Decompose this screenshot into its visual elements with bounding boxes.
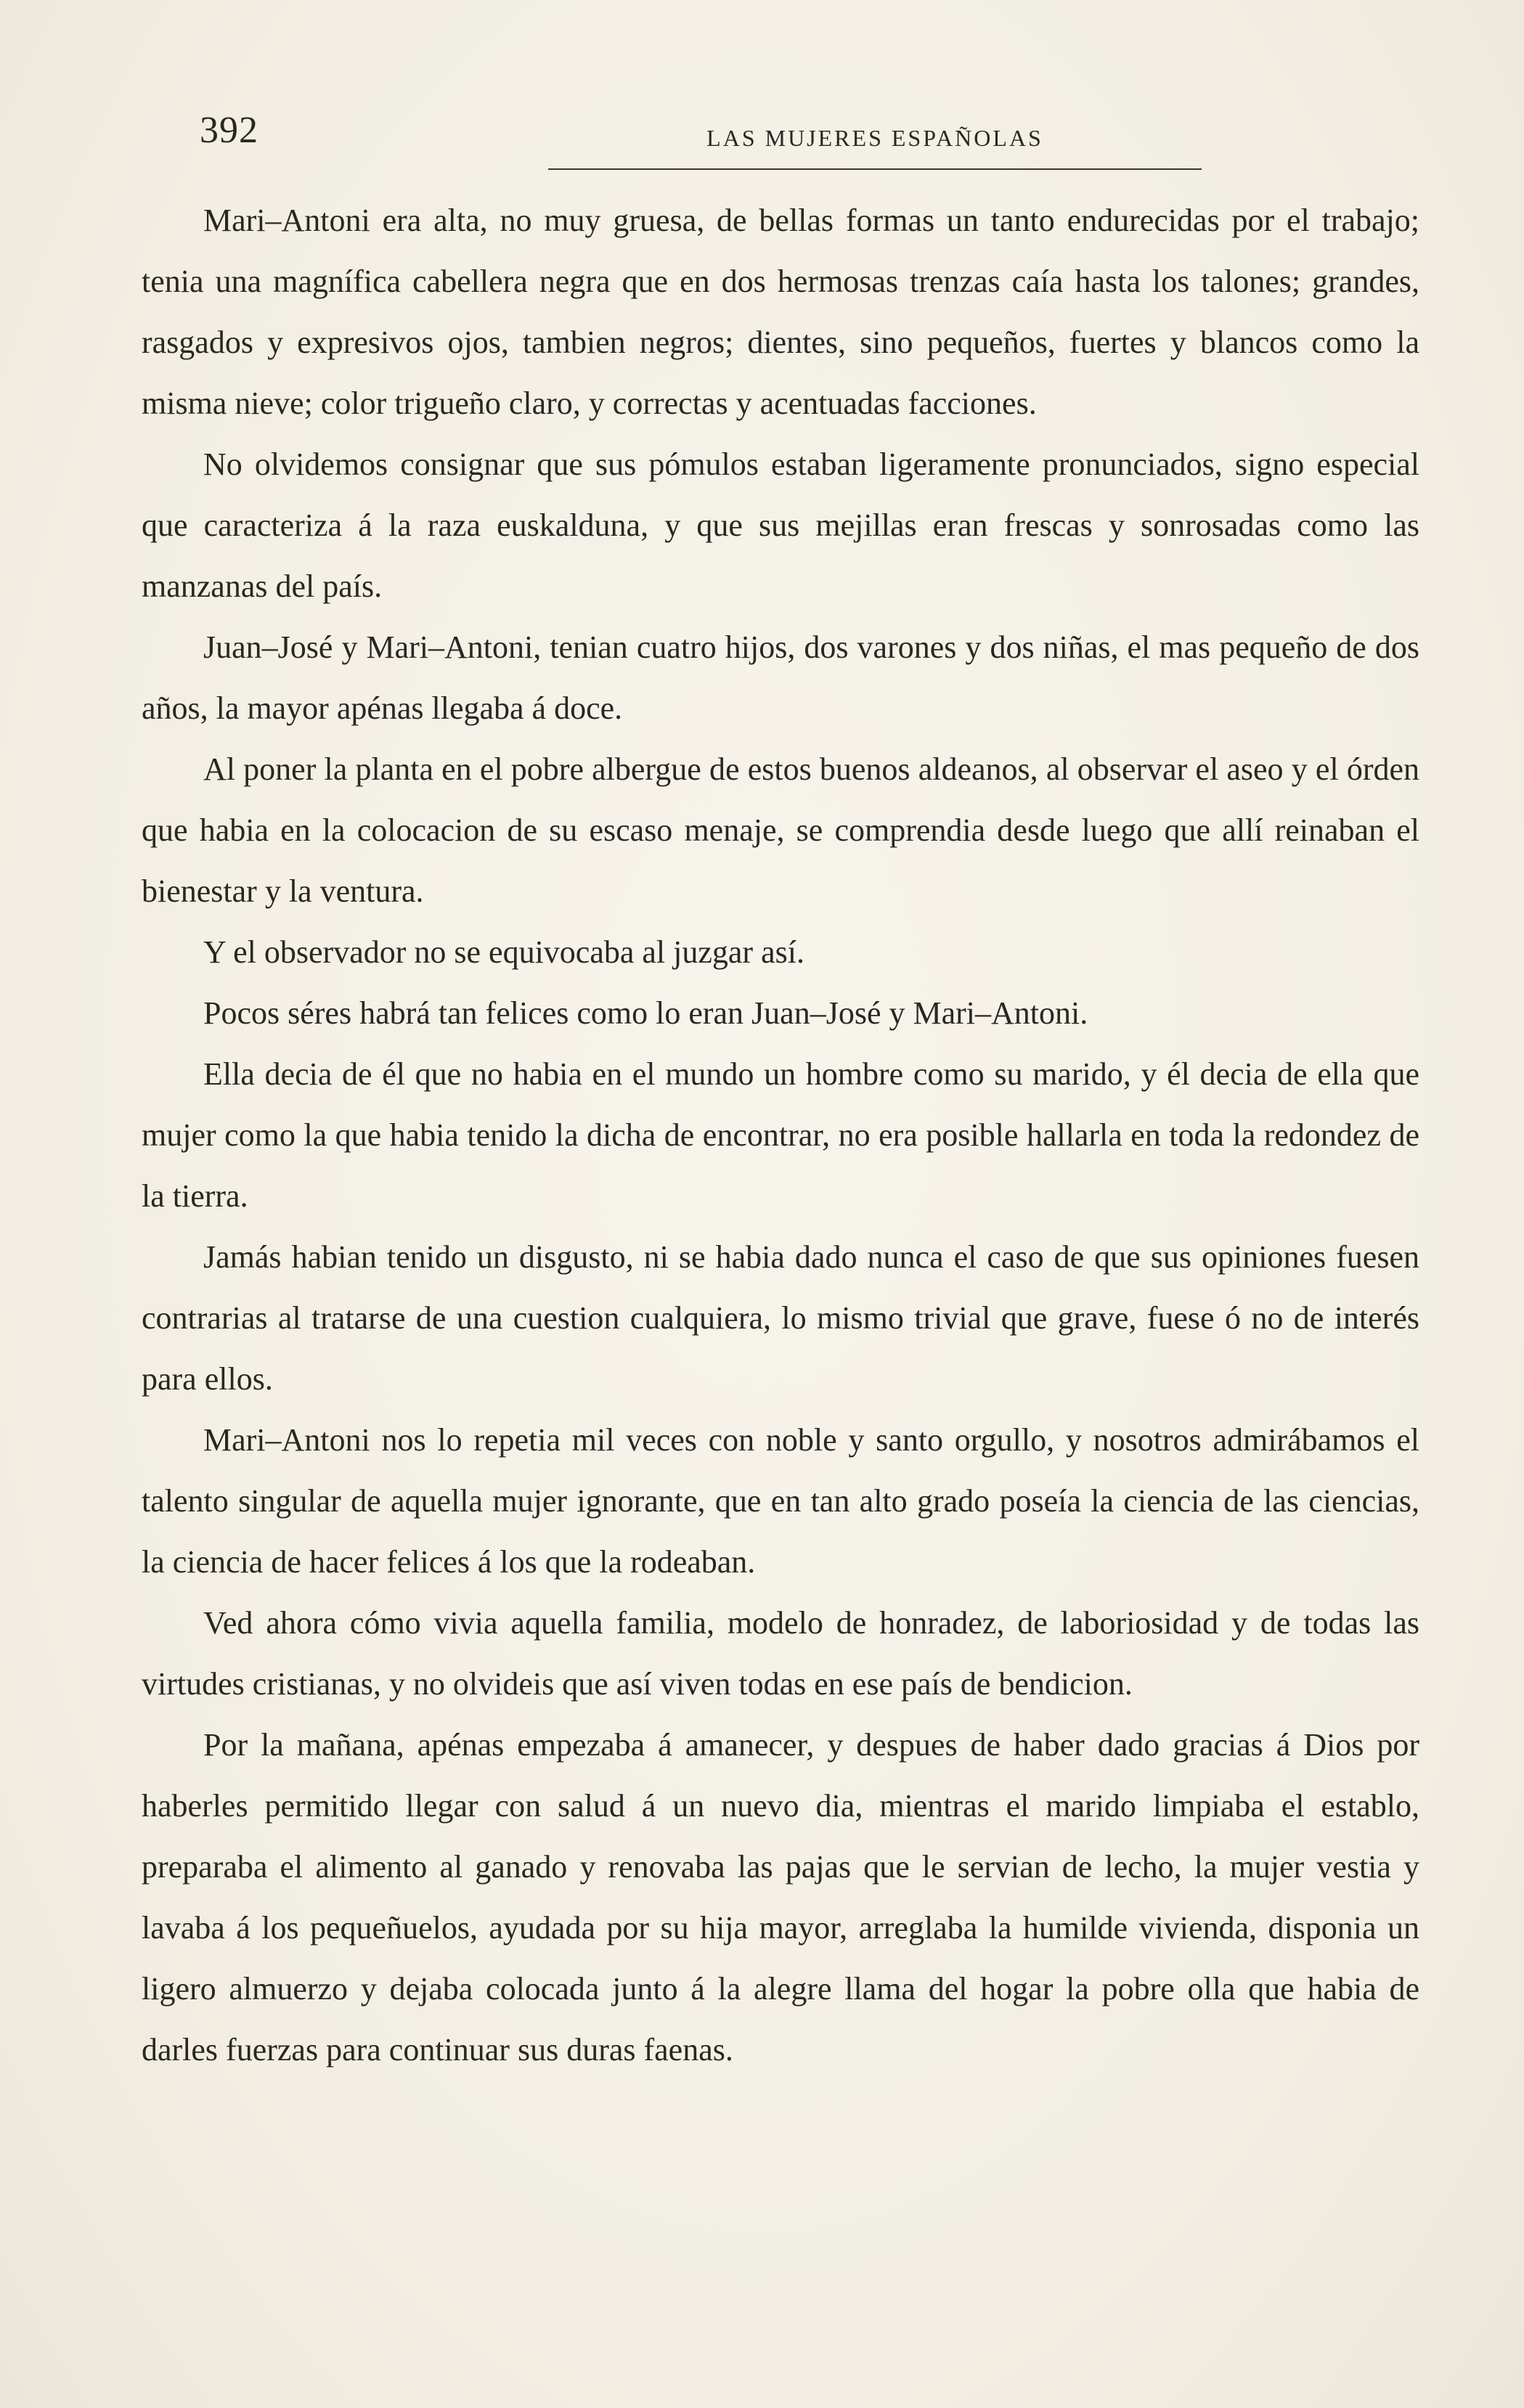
page-number: 392 xyxy=(200,110,258,151)
paragraph-8: Jamás habian tenido un disgusto, ni se habia dado nunca el caso de que sus opiniones fuesen contrarias al tratarse de una cuestion cualquiera, lo mismo trivial que grave, fuese ó no de interés para ellos. xyxy=(142,1239,1419,1397)
paragraph-6: Pocos séres habrá tan felices como lo eran Juan–José y Mari–Antoni. xyxy=(203,995,1088,1031)
paragraph-11: Por la mañana, apénas empezaba á amanecer, y despues de haber dado gracias á Dios por haberles permitido llegar con salud á un nuevo dia, mientras el marido limpiaba el establo, preparaba el alimento al ganado y renovaba las pajas que le servian de lecho, la mujer vestia y lavaba á los pequeñuelos, ayudada por su hija mayor, arreglaba la humilde vivienda, disponia un ligero almuerzo y dejaba colocada junto á la alegre llama del hogar la pobre olla que habia de darles fuerzas para continuar sus duras faenas. xyxy=(142,1727,1419,2068)
paragraph-4: Al poner la planta en el pobre albergue de estos buenos aldeanos, al observar el aseo y el órden que habia en la colocacion de su escaso menaje, se comprendia desde luego que allí reinaban el bienestar y la ventura. xyxy=(142,751,1419,909)
page-header xyxy=(200,109,1419,167)
paragraph-10: Ved ahora cómo vivia aquella familia, modelo de honradez, de laboriosidad y de todas las virtudes cristianas, y no olvideis que así viven todas en ese país de bendicion. xyxy=(142,1605,1419,1702)
paragraph-2: No olvidemos consignar que sus pómulos estaban ligeramente pronunciados, signo especial que caracteriza á la raza euskalduna, y que sus mejillas eran frescas y sonrosadas como las manzanas del país. xyxy=(142,446,1419,604)
paragraph-5: Y el observador no se equivocaba al juzgar así. xyxy=(203,934,804,970)
paragraph-1: Mari–Antoni era alta, no muy gruesa, de bellas formas un tanto endurecidas por el trabajo; tenia una magnífica cabellera negra que en dos hermosas trenzas caía hasta los talones; grandes, rasgados y expresivos ojos, tambien negros; dientes, sino pequeños, fuertes y blancos como la misma nieve; color trigueño claro, y correctas y acentuadas facciones. xyxy=(142,203,1419,421)
paragraph-3: Juan–José y Mari–Antoni, tenian cuatro hijos, dos varones y dos niñas, el mas pequeño de dos años, la mayor apénas llegaba á doce. xyxy=(142,629,1419,726)
running-title: LAS MUJERES ESPAÑOLAS xyxy=(706,125,1043,151)
paragraph-9: Mari–Antoni nos lo repetia mil veces con noble y santo orgullo, y nosotros admirábamos el talento singular de aquella mujer ignorante, que en tan alto grado poseía la ciencia de las ciencias, la ciencia de hacer felices á los que la rodeaban. xyxy=(142,1422,1419,1580)
header-rule xyxy=(548,168,1202,170)
body-text xyxy=(142,190,1419,2081)
paragraph-7: Ella decia de él que no habia en el mundo un hombre como su marido, y él decia de ella que mujer como la que habia tenido la dicha de encontrar, no era posible hallarla en toda la redondez de la tierra. xyxy=(142,1056,1419,1214)
